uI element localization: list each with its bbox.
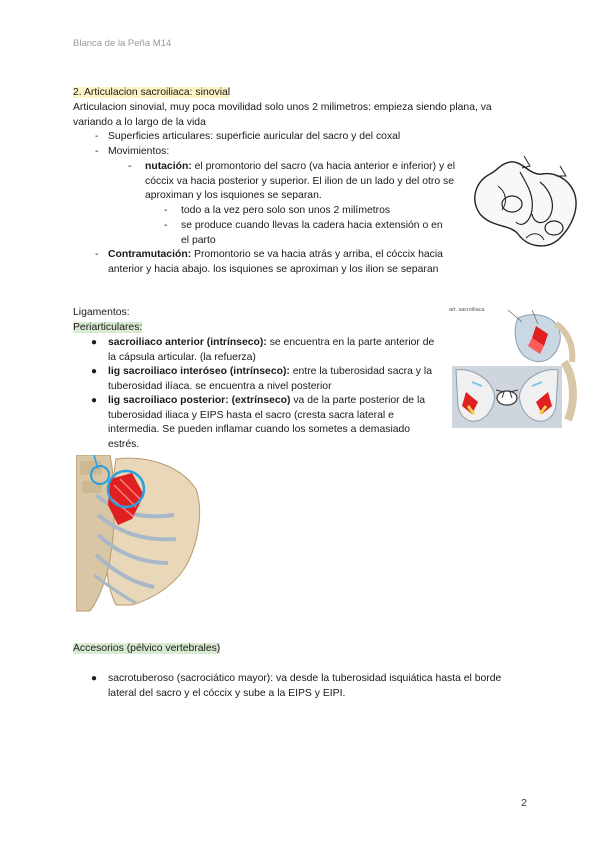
pelvis-nutation-illustration bbox=[470, 152, 582, 254]
dash-marker: - bbox=[95, 146, 99, 157]
nutacion-subitem: todo a la vez pero solo son unos 2 milímetros bbox=[181, 205, 391, 216]
list-item-nutacion bbox=[145, 160, 463, 204]
accesorios-title: Accesorios (pélvico vertebrales) bbox=[73, 643, 221, 654]
list-item-superficies: Superficies articulares: superficie auricular del sacro y del coxal bbox=[108, 131, 401, 142]
page-header-author: Blanca de la Peña M14 bbox=[73, 38, 172, 49]
ligamentos-title: Ligamentos: bbox=[73, 307, 130, 318]
ligament-label: lig sacroiliaco interóseo (intrínseco): bbox=[108, 366, 290, 377]
nutacion-subitem: se produce cuando llevas la cadera hacia extensión o en el parto bbox=[181, 220, 443, 246]
dash-marker: - bbox=[128, 161, 132, 172]
sacroiliac-joint-figure bbox=[452, 310, 584, 428]
page-number: 2 bbox=[521, 797, 527, 809]
ligament-label: sacroiliaco anterior (intrínseco): bbox=[108, 337, 267, 348]
dash-marker: - bbox=[164, 220, 168, 231]
nutacion-text: el promontorio del sacro (va hacia anterior e inferior) y el cóccix va hacia posterior y superior. El ilion de un lado y del otro se aproximan y los isquiones se separan. bbox=[145, 161, 456, 202]
bullet-marker: ● bbox=[91, 395, 98, 406]
contramutacion-text: Promontorio se va hacia atrás y arriba, el cóccix hacia anterior y hacia abajo. los isquiones se aproximan y los ilion se separan bbox=[108, 249, 443, 275]
bullet-marker: ● bbox=[91, 366, 98, 377]
dash-marker: - bbox=[95, 249, 99, 260]
contramutacion-label: Contramutación: bbox=[108, 249, 192, 260]
nutacion-label: nutación: bbox=[145, 161, 192, 172]
ligament-item bbox=[108, 336, 438, 365]
section-title-text: 2. Articulacion sacroiliaca: sinovial bbox=[73, 87, 231, 98]
section-title bbox=[73, 86, 230, 101]
dash-marker: - bbox=[95, 131, 99, 142]
dash-marker: - bbox=[164, 205, 168, 216]
list-item-contramutacion bbox=[108, 248, 453, 277]
figure-caption: art. sacroiliaca bbox=[449, 307, 485, 313]
ligament-text: entre la tuberosidad sacra y la tuberosidad ilíaca. se encuentra a nivel posterior bbox=[108, 366, 432, 392]
ligament-item bbox=[108, 394, 438, 452]
ligament-text: se encuentra en la parte anterior de la cápsula articular. (la refuerza) bbox=[108, 337, 435, 363]
accesorios-heading bbox=[73, 642, 220, 657]
ligament-text: va de la parte posterior de la tuberosidad iliaca y EIPS hasta el sacro (cresta sacra lateral e intermedia. Se pueden inflamar cuando los sometes a demasiado estrés. bbox=[108, 395, 426, 450]
periarticulares-text: Periarticulares: bbox=[73, 322, 143, 333]
ligament-item bbox=[108, 365, 438, 394]
section-intro: Articulacion sinovial, muy poca movilidad solo unos 2 milimetros: empieza siendo plana, va variando a lo largo de la vida bbox=[73, 102, 492, 128]
list-item-movimientos: Movimientos: bbox=[108, 146, 170, 157]
ligament-label: lig sacroiliaco posterior: (extrínseco) bbox=[108, 395, 291, 406]
periarticulares-heading bbox=[73, 321, 142, 336]
posterior-ligament-illustration bbox=[76, 455, 204, 612]
accesorios-item: sacrotuberoso (sacrociático mayor): va desde la tuberosidad isquiática hasta el borde lateral del sacro y el cóccix y sube a la EIPS y EIPI. bbox=[108, 673, 502, 699]
bullet-marker: ● bbox=[91, 337, 98, 348]
bullet-marker: ● bbox=[91, 673, 98, 684]
